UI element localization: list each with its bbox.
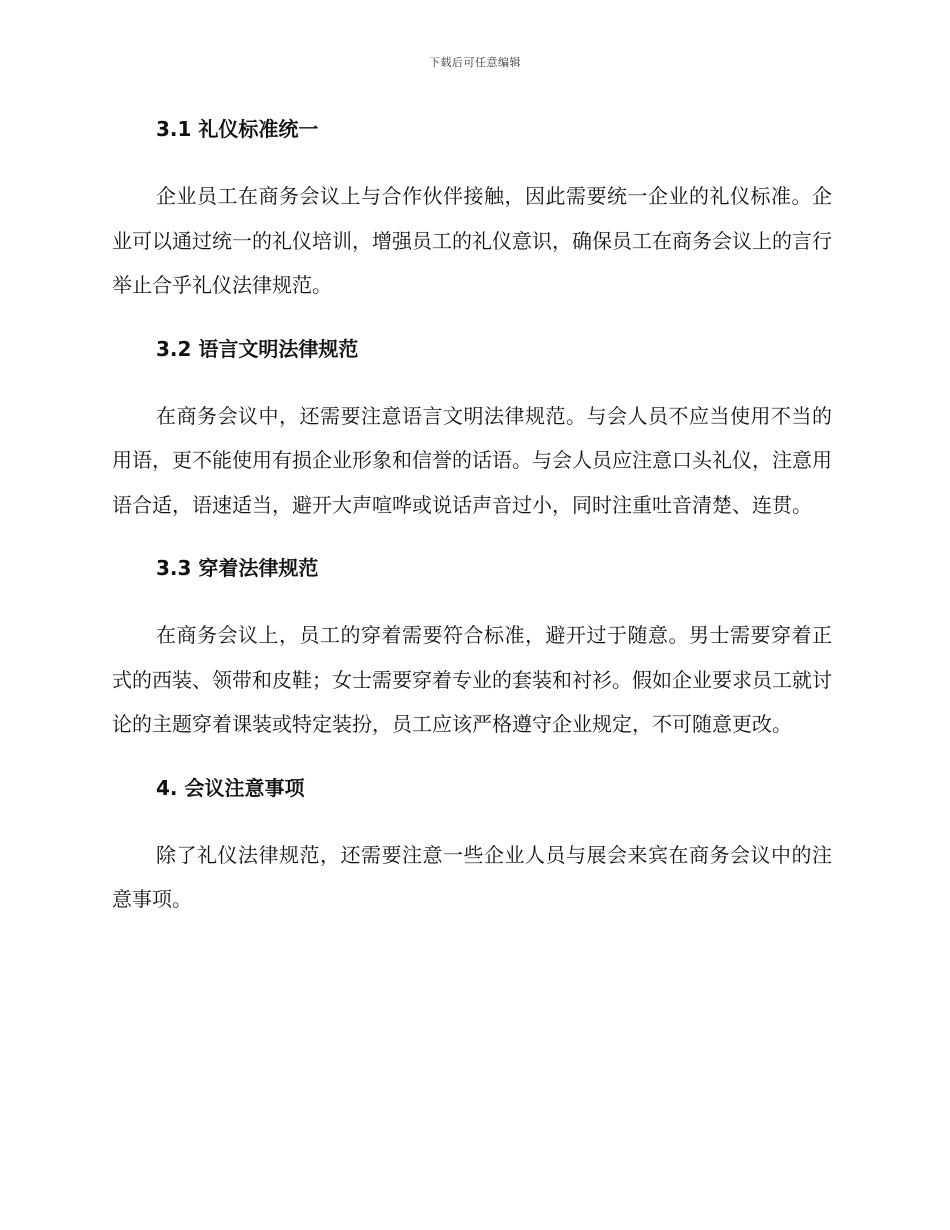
document-body [112,112,832,946]
section-3-3 [112,551,832,747]
section-heading: 3.2 语言文明法律规范 [156,336,359,361]
section-paragraph: 在商务会议中，还需要注意语言文明法律规范。与会人员不应当使用不当的用语，更不能使用有损企业形象和信誉的话语。与会人员应注意口头礼仪，注意用语合适，语速适当，避开大声喧哗或说话声音过小，同时注重吐音清楚、连贯。 [112,403,832,517]
section-paragraph: 企业员工在商务会议上与合作伙伴接触，因此需要统一企业的礼仪标准。企业可以通过统一的礼仪培训，增强员工的礼仪意识，确保员工在商务会议上的言行举止合乎礼仪法律规范。 [112,184,832,297]
section-3-1 [112,112,832,308]
section-heading: 3.1 礼仪标准统一 [156,117,319,141]
section-heading: 4. 会议注意事项 [156,775,305,800]
section-3-2 [112,332,832,528]
section-4 [112,771,832,922]
section-heading: 3.3 穿着法律规范 [156,556,319,580]
section-paragraph: 在商务会议上，员工的穿着需要符合标准，避开过于随意。男士需要穿着正式的西装、领带和皮鞋；女士需要穿着专业的套装和衬衫。假如企业要求员工就讨论的主题穿着课装或特定装扮，员工应该严格遵守企业规定，不可随意更改。 [112,623,832,736]
section-paragraph: 除了礼仪法律规范，还需要注意一些企业人员与展会来宾在商务会议中的注意事项。 [112,842,832,911]
header-note: 下载后可任意编辑 [429,56,521,69]
